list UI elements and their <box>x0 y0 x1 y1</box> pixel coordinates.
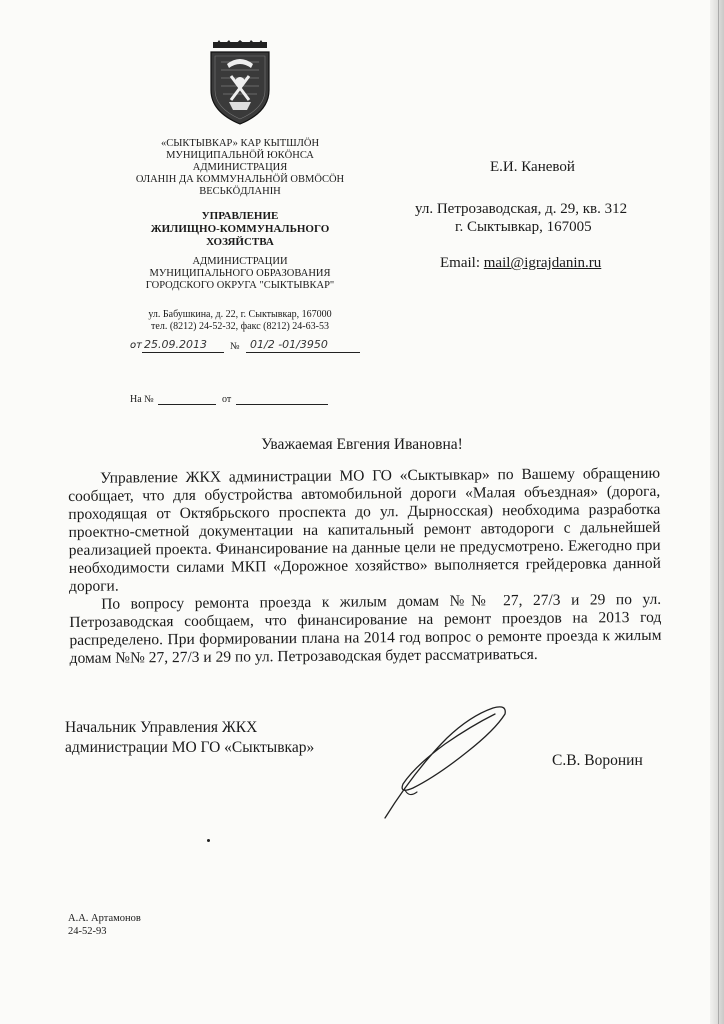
reference-row <box>130 394 340 410</box>
body-paragraph: Управление ЖКХ администрации МО ГО «Сыктывкар» по Вашему обращению сообщает, что для обустройства автомобильной дороги «Малая объездная» (дорога, проходящая от Октябрьского проспекта до ул. Дырносская) необходима разработка проектно-сметной документации на капитальный ремонт автодороги с дальнейшей реализацией проекта. Финансирование на данные цели не предусмотрено. Ежегодно при необходимости силами МКП «Дорожное хозяйство» выполняется грейдеровка данной дороги. <box>68 464 661 595</box>
scan-edge-line <box>718 0 719 1024</box>
reference-number-label: На № <box>130 394 154 405</box>
sender-komi-line: ВЕСЬКӦДЛАНІН <box>199 186 281 197</box>
registration-date: 25.09.2013 <box>144 338 207 351</box>
scan-speck <box>207 839 210 842</box>
salutation: Уважаемая Евгения Ивановна! <box>261 436 463 453</box>
sender-komi-line: «СЫКТЫВКАР» КАР КЫТШЛӦН <box>160 138 320 149</box>
registration-number-label: № <box>230 341 240 352</box>
executor-name: А.А. Артамонов <box>68 913 141 924</box>
handwritten-signature <box>375 700 525 820</box>
sender-administration-line: АДМИНИСТРАЦИИ <box>192 256 288 267</box>
recipient-email-row <box>440 254 601 272</box>
registration-number: 01/2 -01/3950 <box>250 338 328 351</box>
recipient-name: Е.И. Каневой <box>490 159 575 175</box>
sender-komi-line: ОЛАНІН ДА КОММУНАЛЬНӦЙ ОВМӦСӦН <box>135 174 345 185</box>
scan-edge <box>710 0 724 1024</box>
reference-date-line <box>236 404 328 405</box>
recipient-email-label: Email: <box>440 255 480 271</box>
registration-number-underline <box>246 352 360 353</box>
sender-contacts <box>100 309 380 333</box>
sender-department-line: ЖИЛИЩНО-КОММУНАЛЬНОГО <box>150 223 330 235</box>
registration-date-label: от <box>130 340 142 351</box>
body-paragraph: По вопросу ремонта проезда к жилым домам №№ 27, 27/3 и 29 по ул. Петрозаводская сообщаем, что финансирование на ремонт проездов на 2013 год распределено. При формировании плана на 2014 год вопрос о ремонте проезда к жилым домам №№ 27, 27/3 и 29 по ул. Петрозаводская будет рассматриваться. <box>69 590 662 667</box>
sender-administration-line: МУНИЦИПАЛЬНОГО ОБРАЗОВАНИЯ <box>149 268 331 279</box>
sender-department <box>100 210 380 249</box>
executor-info <box>68 912 141 938</box>
sender-department-line: ХОЗЯЙСТВА <box>206 236 274 248</box>
sender-administration-line: ГОРОДСКОГО ОКРУГА "СЫКТЫВКАР" <box>145 280 335 291</box>
reference-number-line <box>158 404 216 405</box>
registration-row <box>130 338 360 358</box>
sender-komi-line: АДМИНИСТРАЦИЯ <box>192 162 288 173</box>
city-coat-of-arms-emblem <box>205 40 275 126</box>
sender-phone: тел. (8212) 24-52-32, факс (8212) 24-63-53 <box>151 321 329 332</box>
recipient-city: г. Сыктывкар, 167005 <box>455 219 592 235</box>
signer-name: С.В. Воронин <box>552 752 643 769</box>
sender-department-line: УПРАВЛЕНИЕ <box>201 210 279 222</box>
reference-date-label: от <box>222 394 232 405</box>
registration-date-underline <box>142 352 224 353</box>
executor-phone: 24-52-93 <box>68 926 107 937</box>
sender-komi-name <box>100 138 380 198</box>
sender-address: ул. Бабушкина, д. 22, г. Сыктывкар, 167000 <box>148 309 332 320</box>
recipient-email-link[interactable]: mail@igrajdanin.ru <box>483 255 602 271</box>
signer-role-line: администрации МО ГО «Сыктывкар» <box>65 739 315 756</box>
letter-body <box>68 465 662 668</box>
sender-komi-line: МУНИЦИПАЛЬНӦЙ ЮКӦНСА <box>166 150 314 161</box>
signer-role-line: Начальник Управления ЖКХ <box>65 719 258 736</box>
signer-role <box>65 718 314 758</box>
sender-administration <box>100 256 380 292</box>
recipient-street: ул. Петрозаводская, д. 29, кв. 312 <box>415 201 628 217</box>
